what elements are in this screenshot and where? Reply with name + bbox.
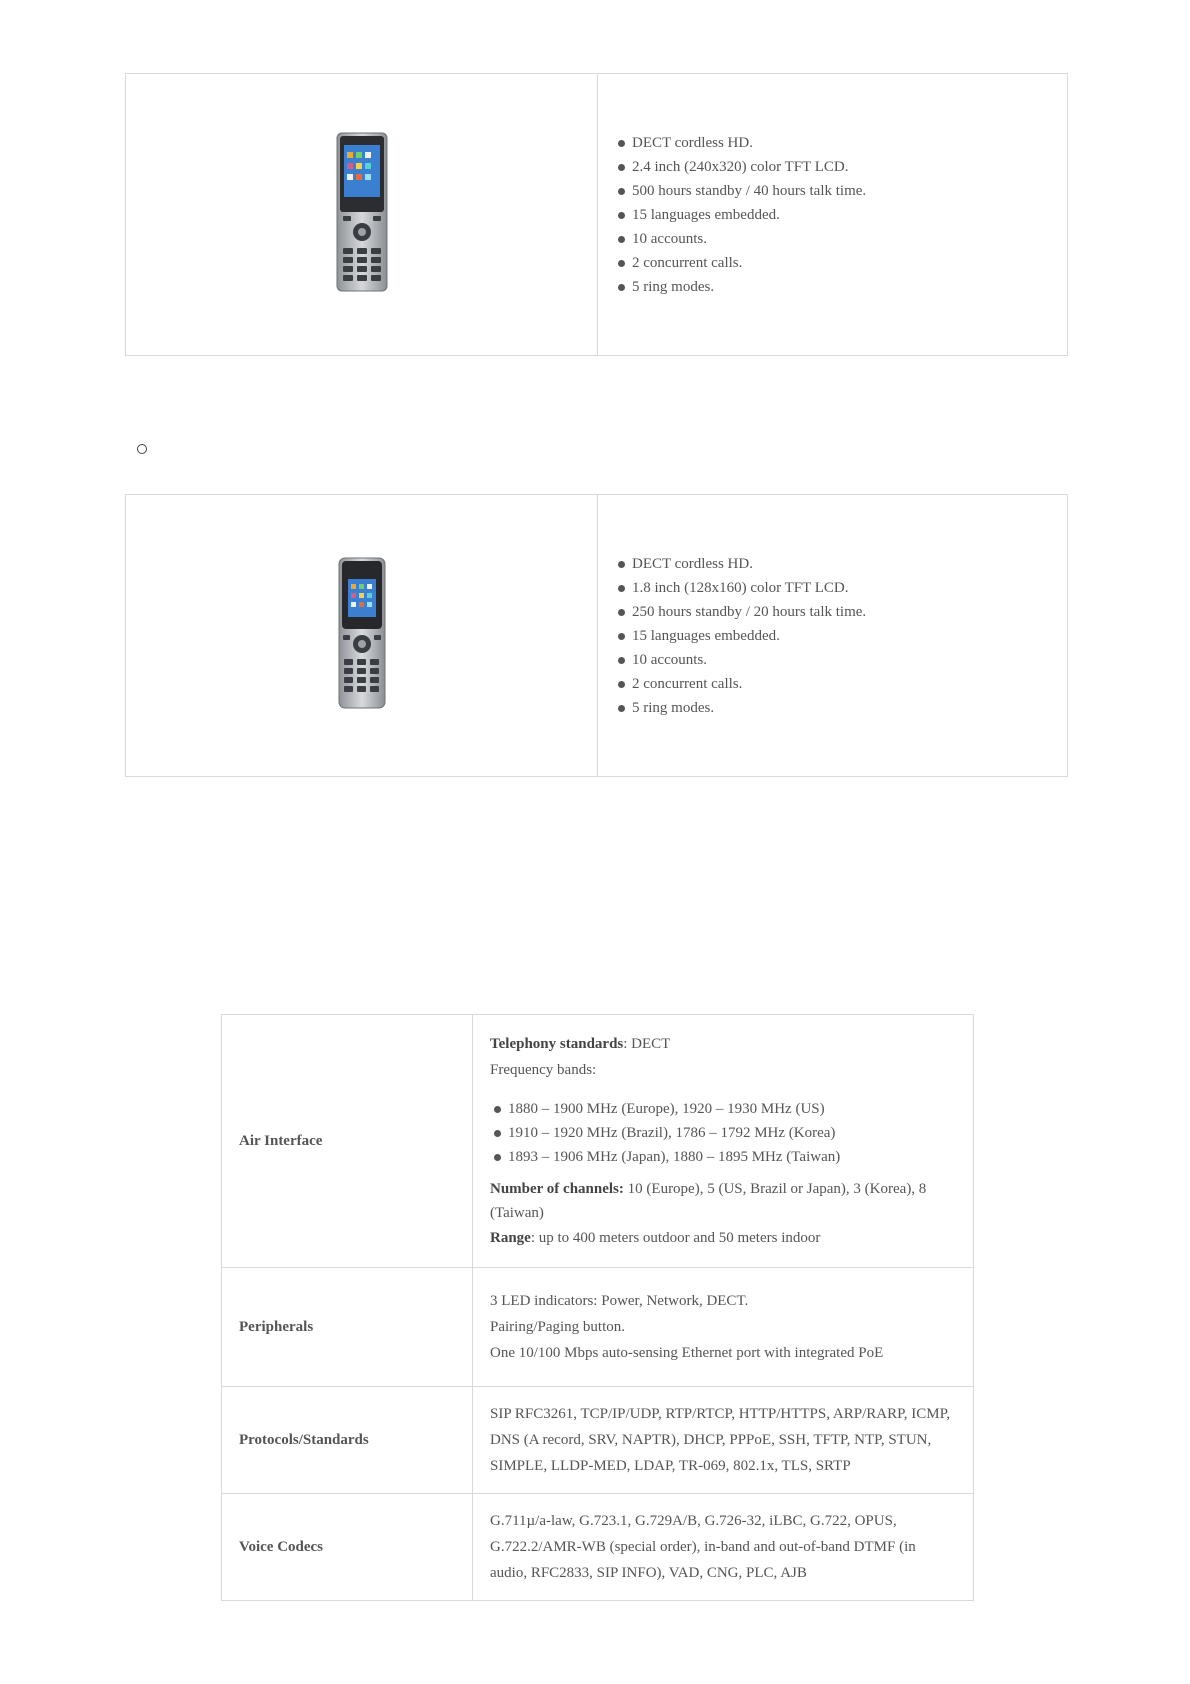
list-item: 1.8 inch (128x160) color TFT LCD. [618,576,1067,600]
spec-label: Protocols/Standards [222,1387,473,1494]
list-item: 2 concurrent calls. [618,251,1067,275]
list-item: 15 languages embedded. [618,624,1067,648]
table-row [222,1387,974,1494]
list-item: 2.4 inch (240x320) color TFT LCD. [618,155,1067,179]
list-item: 250 hours standby / 20 hours talk time. [618,600,1067,624]
frequency-band-list [490,1097,955,1169]
product-image-cell [126,74,598,356]
table-row [222,1268,974,1387]
list-item: DECT cordless HD. [618,131,1067,155]
spec-value: G.711µ/a-law, G.723.1, G.729A/B, G.726-32, iLBC, G.722, OPUS, G.722.2/AMR-WB (special order), in-band and out-of-band DTMF (in audio, RFC2833, SIP INFO), VAD, CNG, PLC, AJB [473,1494,974,1601]
list-item: 1893 – 1906 MHz (Japan), 1880 – 1895 MHz (Taiwan) [490,1145,955,1169]
handset-image [335,132,389,292]
list-item: 10 accounts. [618,227,1067,251]
table-row [222,1494,974,1601]
spec-value: SIP RFC3261, TCP/IP/UDP, RTP/RTCP, HTTP/HTTPS, ARP/RARP, ICMP, DNS (A record, SRV, NAPTR), DHCP, PPPoE, SSH, TFTP, NTP, STUN, SIMPLE, LLDP-MED, LDAP, TR-069, 802.1x, TLS, SRTP [473,1387,974,1494]
list-item: 10 accounts. [618,648,1067,672]
product-table-1 [125,73,1068,356]
list-item: 15 languages embedded. [618,203,1067,227]
feature-list [618,552,1067,720]
spec-value: 3 LED indicators: Power, Network, DECT. Pairing/Paging button. One 10/100 Mbps auto-sensing Ethernet port with integrated PoE [473,1268,974,1387]
list-item: 1880 – 1900 MHz (Europe), 1920 – 1930 MHz (US) [490,1097,955,1121]
list-item: DECT cordless HD. [618,552,1067,576]
list-item: 1910 – 1920 MHz (Brazil), 1786 – 1792 MHz (Korea) [490,1121,955,1145]
list-item: 500 hours standby / 40 hours talk time. [618,179,1067,203]
spec-label: Voice Codecs [222,1494,473,1601]
feature-list [618,131,1067,299]
spec-value: Telephony standards: DECT Frequency bands: 1880 – 1900 MHz (Europe), 1920 – 1930 MHz (US) 1910 – 1920 MHz (Brazil), 1786 – 1792 MHz (Korea) 1893 – 1906 MHz (Japan), 1880 – 1895 MHz (Taiwan) Number of channels: 10 (Europe), 5 (US, Brazil or Japan), 3 (Korea), 8 (Taiwan) Range: up to 400 meters outdoor and 50 meters indoor [473,1015,974,1268]
spec-table [221,1014,974,1601]
spec-label: Air Interface [222,1015,473,1268]
table-row [222,1015,974,1268]
product-table-2 [125,494,1068,777]
list-item: 5 ring modes. [618,275,1067,299]
product-features-cell [598,495,1068,777]
list-item: 5 ring modes. [618,696,1067,720]
product-image-cell [126,495,598,777]
spec-label: Peripherals [222,1268,473,1387]
product-features-cell [598,74,1068,356]
circle-bullet-icon [137,444,147,454]
handset-image [337,557,387,709]
list-item: 2 concurrent calls. [618,672,1067,696]
